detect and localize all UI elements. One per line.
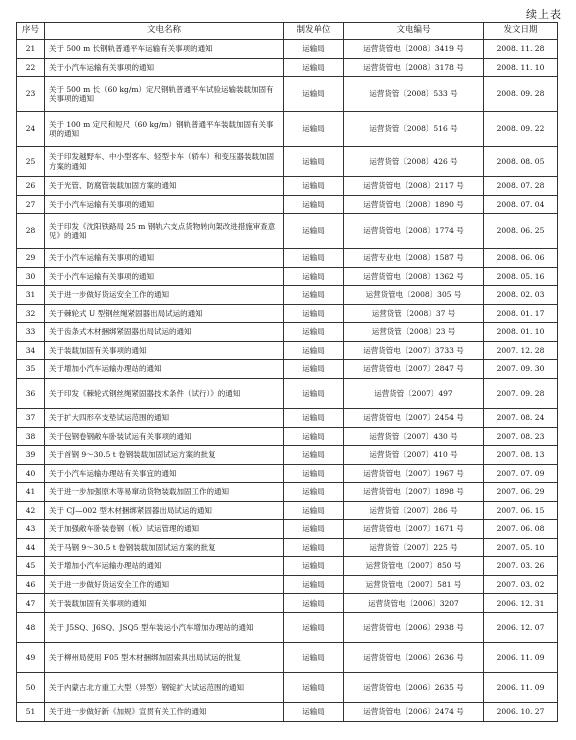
table-row xyxy=(17,483,558,502)
issuing-unit-cell: 运输局 xyxy=(284,643,344,673)
serial-number-cell: 41 xyxy=(17,483,45,502)
issue-date-cell: 2006. 12. 31 xyxy=(484,594,558,613)
document-name-cell: 关于棘轮式 U 型钢丝绳紧固器出局试运的通知 xyxy=(45,304,284,323)
issuing-unit-cell: 运输局 xyxy=(284,409,344,428)
document-name-cell: 关于 CJ—002 型木材捆绑紧固器出局试运的通知 xyxy=(45,501,284,520)
document-number-cell: 运营货管电〔2008〕1890 号 xyxy=(344,195,484,214)
issuing-unit-cell: 运输局 xyxy=(284,379,344,409)
document-number-cell: 运营货管〔2007〕225 号 xyxy=(344,538,484,557)
serial-number-cell: 33 xyxy=(17,323,45,342)
document-number-cell: 运营货管〔2007〕497 xyxy=(344,379,484,409)
issue-date-cell: 2007. 09. 28 xyxy=(484,379,558,409)
issue-date-cell: 2006. 11. 09 xyxy=(484,673,558,703)
document-name-cell: 关于进一步做好货运安全工作的通知 xyxy=(45,575,284,594)
issuing-unit-cell: 运输局 xyxy=(284,538,344,557)
document-name-cell: 关于加强敞车卧装卷钢（板）试运管理的通知 xyxy=(45,520,284,539)
issue-date-cell: 2008. 05. 16 xyxy=(484,267,558,286)
continued-label: 续上表 xyxy=(526,8,562,21)
issuing-unit-cell: 运输局 xyxy=(284,341,344,360)
document-number-cell: 运营货管〔2008〕37 号 xyxy=(344,304,484,323)
serial-number-cell: 39 xyxy=(17,446,45,465)
document-number-cell: 运营货管电〔2008〕1362 号 xyxy=(344,267,484,286)
document-name-cell: 关于进一步做好新《加规》宣贯有关工作的通知 xyxy=(45,703,284,722)
issuing-unit-cell: 运输局 xyxy=(284,58,344,77)
document-number-cell: 运营货管电〔2006〕2938 号 xyxy=(344,613,484,643)
issuing-unit-cell: 运输局 xyxy=(284,427,344,446)
issuing-unit-cell: 运输局 xyxy=(284,594,344,613)
serial-number-cell: 25 xyxy=(17,147,45,177)
issuing-unit-cell: 运输局 xyxy=(284,446,344,465)
document-number-cell: 运营货管电〔2006〕2635 号 xyxy=(344,673,484,703)
issue-date-cell: 2007. 12. 28 xyxy=(484,341,558,360)
issuing-unit-cell: 运输局 xyxy=(284,214,344,249)
document-name-cell: 关于增加小汽车运输办理站的通知 xyxy=(45,360,284,379)
issuing-unit-cell: 运输局 xyxy=(284,267,344,286)
document-name-cell: 关于印发《棘轮式钢丝绳紧固器技术条件（试行）》的通知 xyxy=(45,379,284,409)
document-name-cell: 关于进一步做好货运安全工作的通知 xyxy=(45,286,284,305)
table-row xyxy=(17,538,558,557)
table-row xyxy=(17,304,558,323)
issuing-unit-cell: 运输局 xyxy=(284,147,344,177)
issue-date-cell: 2008. 11. 10 xyxy=(484,58,558,77)
issuing-unit-cell: 运输局 xyxy=(284,673,344,703)
document-name-cell: 关于 J5SQ、J6SQ、JSQ5 型车装运小汽车增加办理站的通知 xyxy=(45,613,284,643)
table-row xyxy=(17,643,558,673)
serial-number-cell: 30 xyxy=(17,267,45,286)
table-row xyxy=(17,286,558,305)
document-number-cell: 运营货管电〔2007〕1967 号 xyxy=(344,464,484,483)
document-name-cell: 关于马钢 9～30.5 t 卷钢装载加固试运方案的批复 xyxy=(45,538,284,557)
issuing-unit-cell: 运输局 xyxy=(284,464,344,483)
table-row xyxy=(17,323,558,342)
serial-number-cell: 44 xyxy=(17,538,45,557)
issuing-unit-cell: 运输局 xyxy=(284,40,344,59)
document-number-cell: 运营货管电〔2007〕2454 号 xyxy=(344,409,484,428)
table-row xyxy=(17,501,558,520)
issue-date-cell: 2008. 02. 03 xyxy=(484,286,558,305)
document-name-cell: 关于 500 m 长（60 kg/m）定尺钢轨普通平车试验运输装载加固有关事项的通知 xyxy=(45,77,284,112)
table-row xyxy=(17,40,558,59)
serial-number-cell: 35 xyxy=(17,360,45,379)
issue-date-cell: 2007. 03. 26 xyxy=(484,557,558,576)
issuing-unit-cell: 运输局 xyxy=(284,483,344,502)
issuing-unit-cell: 运输局 xyxy=(284,501,344,520)
document-number-cell: 运营货管电〔2007〕850 号 xyxy=(344,557,484,576)
header-document-number: 文电编号 xyxy=(344,23,484,40)
issue-date-cell: 2008. 01. 10 xyxy=(484,323,558,342)
document-name-cell: 关于齿条式木材捆绑紧固器出局试运的通知 xyxy=(45,323,284,342)
issue-date-cell: 2007. 07. 09 xyxy=(484,464,558,483)
serial-number-cell: 34 xyxy=(17,341,45,360)
document-name-cell: 关于装载加固有关事项的通知 xyxy=(45,594,284,613)
document-name-cell: 关于 100 m 定尺和短尺（60 kg/m）钢轨普通平车装载加固有关事项的通知 xyxy=(45,112,284,147)
table-row xyxy=(17,77,558,112)
serial-number-cell: 45 xyxy=(17,557,45,576)
issue-date-cell: 2006. 11. 09 xyxy=(484,643,558,673)
issuing-unit-cell: 运输局 xyxy=(284,112,344,147)
issue-date-cell: 2008. 09. 28 xyxy=(484,77,558,112)
issue-date-cell: 2007. 08. 23 xyxy=(484,427,558,446)
issuing-unit-cell: 运输局 xyxy=(284,77,344,112)
document-name-cell: 关于印发《沈阳铁路局 25 m 钢轨六支点货物转向架改进措施审查意见》的通知 xyxy=(45,214,284,249)
document-name-cell: 关于小汽车运输有关事项的通知 xyxy=(45,267,284,286)
issue-date-cell: 2007. 03. 02 xyxy=(484,575,558,594)
serial-number-cell: 21 xyxy=(17,40,45,59)
table-row xyxy=(17,673,558,703)
issue-date-cell: 2007. 06. 29 xyxy=(484,483,558,502)
serial-number-cell: 36 xyxy=(17,379,45,409)
serial-number-cell: 49 xyxy=(17,643,45,673)
issuing-unit-cell: 运输局 xyxy=(284,177,344,196)
issue-date-cell: 2007. 09. 30 xyxy=(484,360,558,379)
document-number-cell: 运营货管电〔2006〕3207 xyxy=(344,594,484,613)
table-row xyxy=(17,464,558,483)
issuing-unit-cell: 运输局 xyxy=(284,249,344,268)
document-name-cell: 关于扩大四形卒支垫试运范围的通知 xyxy=(45,409,284,428)
table-row xyxy=(17,147,558,177)
document-name-cell: 关于进一步加强原木等易窜动货物装载加固工作的通知 xyxy=(45,483,284,502)
serial-number-cell: 27 xyxy=(17,195,45,214)
document-number-cell: 运营货管〔2008〕23 号 xyxy=(344,323,484,342)
issue-date-cell: 2007. 08. 13 xyxy=(484,446,558,465)
table-row xyxy=(17,409,558,428)
table-row xyxy=(17,446,558,465)
issuing-unit-cell: 运输局 xyxy=(284,286,344,305)
issue-date-cell: 2006. 10. 27 xyxy=(484,703,558,722)
header-document-name: 文电名称 xyxy=(45,23,284,40)
table-row xyxy=(17,379,558,409)
table-row xyxy=(17,594,558,613)
document-number-cell: 运营货管电〔2006〕2474 号 xyxy=(344,703,484,722)
document-number-cell: 运营货管〔2007〕410 号 xyxy=(344,446,484,465)
issue-date-cell: 2008. 06. 06 xyxy=(484,249,558,268)
table-row xyxy=(17,214,558,249)
document-number-cell: 运营货管〔2007〕286 号 xyxy=(344,501,484,520)
issue-date-cell: 2007. 06. 15 xyxy=(484,501,558,520)
document-number-cell: 运营货管电〔2007〕3733 号 xyxy=(344,341,484,360)
document-number-cell: 运营货管电〔2007〕1671 号 xyxy=(344,520,484,539)
document-number-cell: 运营货管电〔2008〕2117 号 xyxy=(344,177,484,196)
table-row xyxy=(17,58,558,77)
document-name-cell: 关于内蒙古北方重工大型（异型）钢锭扩大试运范围的通知 xyxy=(45,673,284,703)
document-number-cell: 运营货管〔2008〕533 号 xyxy=(344,77,484,112)
document-number-cell: 运营专业电〔2008〕1587 号 xyxy=(344,249,484,268)
table-row xyxy=(17,341,558,360)
document-name-cell: 关于 500 m 长钢轨普通平车运输有关事项的通知 xyxy=(45,40,284,59)
issue-date-cell: 2008. 09. 22 xyxy=(484,112,558,147)
issue-date-cell: 2008. 08. 05 xyxy=(484,147,558,177)
document-name-cell: 关于包钢卷钢敞车卧装试运有关事项的通知 xyxy=(45,427,284,446)
serial-number-cell: 28 xyxy=(17,214,45,249)
issue-date-cell: 2007. 08. 24 xyxy=(484,409,558,428)
serial-number-cell: 40 xyxy=(17,464,45,483)
document-name-cell: 关于小汽车运输有关事项的通知 xyxy=(45,195,284,214)
header-serial-number: 序号 xyxy=(17,23,45,40)
table-body xyxy=(17,40,558,722)
issuing-unit-cell: 运输局 xyxy=(284,360,344,379)
issue-date-cell: 2007. 06. 08 xyxy=(484,520,558,539)
document-number-cell: 运营货管电〔2008〕3178 号 xyxy=(344,58,484,77)
document-name-cell: 关于小汽车运输有关事项的通知 xyxy=(45,58,284,77)
issue-date-cell: 2008. 07. 04 xyxy=(484,195,558,214)
document-number-cell: 运营货管电〔2007〕581 号 xyxy=(344,575,484,594)
document-list-table xyxy=(16,22,558,722)
issuing-unit-cell: 运输局 xyxy=(284,703,344,722)
issuing-unit-cell: 运输局 xyxy=(284,613,344,643)
document-number-cell: 运营货管电〔2008〕305 号 xyxy=(344,286,484,305)
document-number-cell: 运营货管电〔2006〕2636 号 xyxy=(344,643,484,673)
document-name-cell: 关于小汽车运输有关事项的通知 xyxy=(45,249,284,268)
document-number-cell: 运营货管电〔2007〕1898 号 xyxy=(344,483,484,502)
issue-date-cell: 2007. 05. 10 xyxy=(484,538,558,557)
header-issuing-unit: 制发单位 xyxy=(284,23,344,40)
serial-number-cell: 32 xyxy=(17,304,45,323)
serial-number-cell: 26 xyxy=(17,177,45,196)
serial-number-cell: 38 xyxy=(17,427,45,446)
document-name-cell: 关于首钢 9～30.5 t 卷钢装载加固试运方案的批复 xyxy=(45,446,284,465)
document-number-cell: 运营货管电〔2008〕1774 号 xyxy=(344,214,484,249)
document-number-cell: 运营货管〔2008〕516 号 xyxy=(344,112,484,147)
document-number-cell: 运营货管〔2007〕430 号 xyxy=(344,427,484,446)
table-row xyxy=(17,360,558,379)
serial-number-cell: 43 xyxy=(17,520,45,539)
issuing-unit-cell: 运输局 xyxy=(284,323,344,342)
issue-date-cell: 2006. 12. 07 xyxy=(484,613,558,643)
header-issue-date: 发文日期 xyxy=(484,23,558,40)
document-name-cell: 关于小汽车运输办理站有关事宜的通知 xyxy=(45,464,284,483)
serial-number-cell: 29 xyxy=(17,249,45,268)
table-row xyxy=(17,195,558,214)
table-row xyxy=(17,520,558,539)
table-row xyxy=(17,703,558,722)
serial-number-cell: 47 xyxy=(17,594,45,613)
document-name-cell: 关于装载加固有关事项的通知 xyxy=(45,341,284,360)
table-row xyxy=(17,112,558,147)
serial-number-cell: 51 xyxy=(17,703,45,722)
table-row xyxy=(17,613,558,643)
serial-number-cell: 50 xyxy=(17,673,45,703)
issuing-unit-cell: 运输局 xyxy=(284,520,344,539)
table-row xyxy=(17,267,558,286)
serial-number-cell: 22 xyxy=(17,58,45,77)
serial-number-cell: 42 xyxy=(17,501,45,520)
serial-number-cell: 46 xyxy=(17,575,45,594)
serial-number-cell: 48 xyxy=(17,613,45,643)
document-name-cell: 关于光管、防腐管装载加固方案的通知 xyxy=(45,177,284,196)
serial-number-cell: 23 xyxy=(17,77,45,112)
table-row xyxy=(17,427,558,446)
document-name-cell: 关于印发越野车、中小型客车、轻型卡车（轿车）和变压器装载加固方案的通知 xyxy=(45,147,284,177)
table-row xyxy=(17,249,558,268)
table-header-row xyxy=(17,23,558,40)
serial-number-cell: 24 xyxy=(17,112,45,147)
issuing-unit-cell: 运输局 xyxy=(284,304,344,323)
serial-number-cell: 31 xyxy=(17,286,45,305)
table-row xyxy=(17,177,558,196)
document-name-cell: 关于柳州局使用 F05 型木材捆绑加固索具出局试运的批复 xyxy=(45,643,284,673)
table-row xyxy=(17,557,558,576)
document-number-cell: 运营货管〔2008〕426 号 xyxy=(344,147,484,177)
table-row xyxy=(17,575,558,594)
issue-date-cell: 2008. 01. 17 xyxy=(484,304,558,323)
issuing-unit-cell: 运输局 xyxy=(284,557,344,576)
document-number-cell: 运营货管电〔2008〕3419 号 xyxy=(344,40,484,59)
issue-date-cell: 2008. 06. 25 xyxy=(484,214,558,249)
issue-date-cell: 2008. 07. 28 xyxy=(484,177,558,196)
issue-date-cell: 2008. 11. 28 xyxy=(484,40,558,59)
document-number-cell: 运营货管电〔2007〕2847 号 xyxy=(344,360,484,379)
issuing-unit-cell: 运输局 xyxy=(284,575,344,594)
issuing-unit-cell: 运输局 xyxy=(284,195,344,214)
serial-number-cell: 37 xyxy=(17,409,45,428)
document-name-cell: 关于增加小汽车运输办理站的通知 xyxy=(45,557,284,576)
